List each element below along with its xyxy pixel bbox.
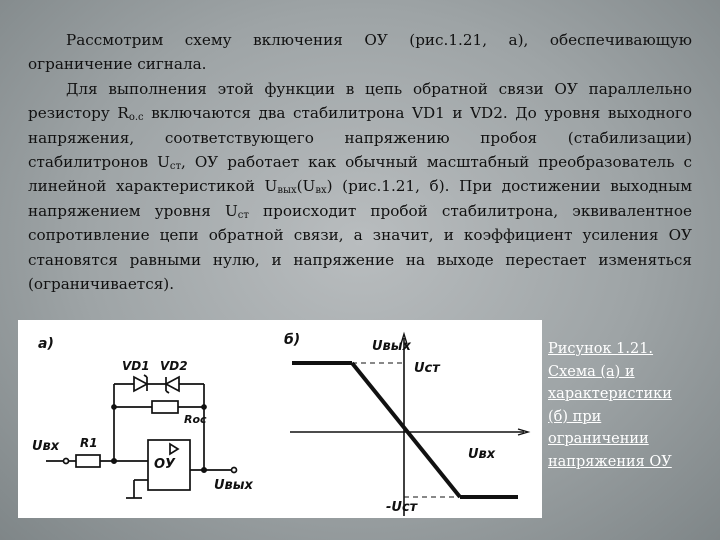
- input-terminal: [64, 459, 69, 464]
- caption-line: напряжения ОУ: [548, 453, 672, 470]
- paragraph-intro-text: Рассмотрим схему включения ОУ (рис.1.21, а), обеспечивающую ограничение сигнала.: [28, 31, 692, 74]
- subscript-uout: вых: [277, 185, 297, 197]
- resistor-roc: [152, 401, 178, 413]
- caption-line: (б) при: [548, 408, 602, 425]
- junction-left-roc: [112, 405, 116, 409]
- lower-level-label: -Uст: [386, 500, 418, 515]
- x-axis-label: Uвх: [468, 447, 496, 462]
- subscript-uin: вх: [315, 185, 327, 197]
- slide-body-text: [28, 28, 692, 296]
- caption-line: Рисунок 1.21.: [548, 341, 654, 357]
- figure-caption: [548, 338, 688, 473]
- text-run-a: Для выполнения этой функции в цепь обратной связи ОУ параллельно резистору R: [28, 79, 692, 123]
- subscript-ust-2: ст: [237, 209, 249, 221]
- caption-line: Схема (а) и: [548, 363, 635, 380]
- upper-level-label: Uст: [414, 361, 440, 376]
- zener-vd2: [166, 377, 179, 391]
- caption-line: ограничении: [548, 431, 649, 447]
- figure-1-21: [18, 320, 542, 518]
- zener-vd1: [134, 377, 147, 391]
- opamp-triangle-icon: [170, 444, 178, 454]
- subscript-ust: ст: [169, 161, 182, 173]
- resistor-r1: [76, 455, 100, 467]
- text-run-c: , ОУ работает как обычный масштабный преобразователь с линейной характеристикой U: [28, 153, 692, 196]
- subscript-roc: о.с: [128, 112, 144, 124]
- uin-label: Uвх: [32, 439, 60, 454]
- characteristic-panel-label: б): [284, 332, 301, 348]
- roc-label: Rос: [184, 413, 207, 426]
- y-axis-label: Uвых: [372, 339, 411, 354]
- text-run-e: ) (рис.1.21, б). При достижении выходным напряжением уровня U: [28, 177, 693, 220]
- paragraph-intro: [28, 28, 692, 77]
- vd1-label: VD1: [122, 359, 150, 373]
- text-run-f: происходит пробой стабилитрона, эквивалентное сопротивление цепи обратной связи, а значит, и коэффициент усиления ОУ становятся равными нулю, и напряжение на выходе перестает изменяться (ограничивается).: [28, 201, 693, 294]
- uout-label: Uвых: [214, 478, 253, 493]
- vd2-label: VD2: [160, 359, 188, 373]
- opamp-label: ОУ: [154, 457, 176, 472]
- schematic-diagram: [32, 336, 254, 498]
- r1-label: R1: [80, 436, 98, 450]
- junction-output: [202, 468, 206, 472]
- text-run-b: включаются два стабилитрона VD1 и VD2. До уровня выходного напряжения, соответствующего напряжению пробоя (стабилизации) стабилитронов U: [28, 104, 692, 172]
- caption-line: характеристики: [548, 386, 672, 402]
- junction-right-roc: [202, 405, 206, 409]
- schematic-panel-label: а): [38, 336, 54, 352]
- figure-svg: [18, 320, 542, 518]
- characteristic-graph: [284, 332, 528, 516]
- output-terminal: [232, 468, 237, 473]
- linear-segment: [352, 363, 460, 497]
- paragraph-explanation: [28, 77, 692, 297]
- text-run-d: (U: [296, 177, 316, 196]
